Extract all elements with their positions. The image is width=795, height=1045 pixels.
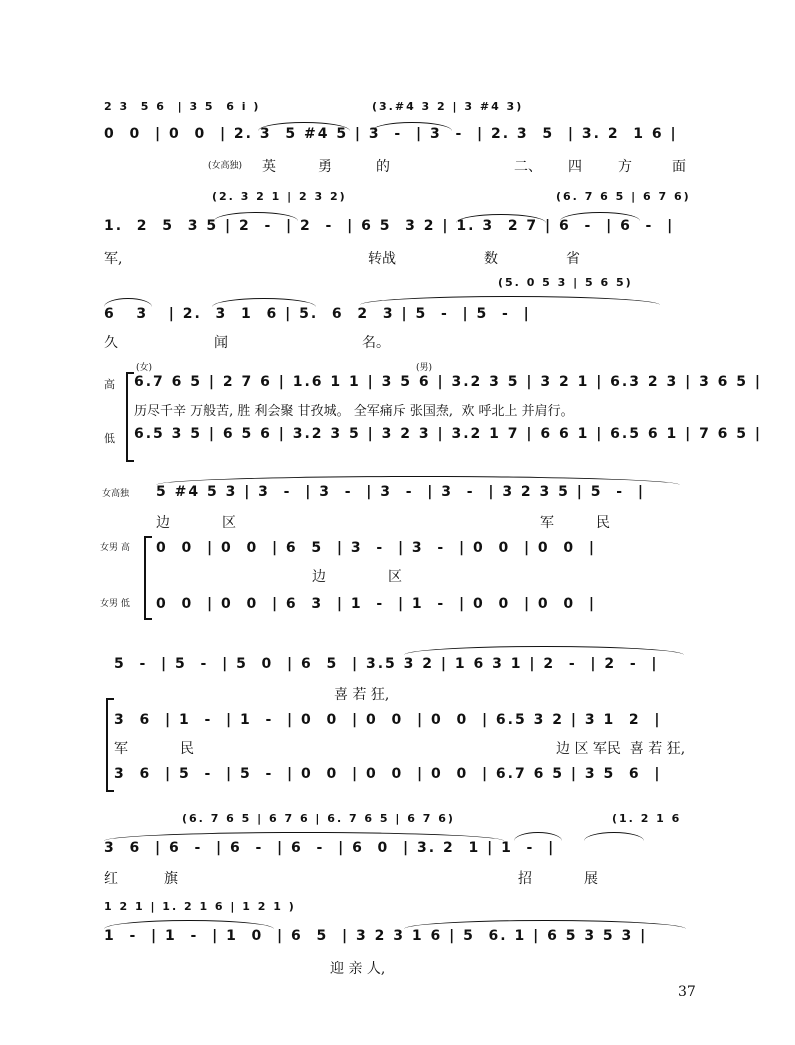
lyric: 区 <box>222 515 236 531</box>
lyric: 招 <box>518 871 532 887</box>
melody-notes: 1 - | 1 - | 1 0 | 6 5 | 3 2 3 1 6 | 5 6. 1 | 6 5 3 5 3 | <box>104 928 648 944</box>
lyric: 军, <box>104 251 123 267</box>
slur <box>104 298 152 307</box>
page-number: 37 <box>678 984 696 1000</box>
lyric: 边 <box>312 569 326 585</box>
lyric: 民 <box>180 741 194 757</box>
solo-notes: 5 #4 5 3 | 3 - | 3 - | 3 - | 3 - | 3 2 3 5 | 5 - | <box>156 484 645 500</box>
female-mark: (女) <box>136 363 153 373</box>
slur <box>404 646 684 655</box>
lyrics-line: 历尽千辛 万般苦, 胜 利会聚 甘孜城。 全军痛斥 张国焘, 欢 呼北上 并肩行。 <box>134 404 574 419</box>
bracket-notes: (2. 3 2 1 | 2 3 2) <box>212 190 347 203</box>
lyric: 的 <box>376 159 390 175</box>
lyric: 转战 <box>368 251 396 267</box>
tie <box>584 832 644 841</box>
lyric: 久 <box>104 335 118 351</box>
melody-notes: 1. 2 5 3 5 | 2 - | 2 - | 6 5 3 2 | 1. 3 2 7 | 6 - | 6 - | <box>104 218 675 234</box>
tie <box>560 212 640 221</box>
tie <box>372 122 452 131</box>
melody-notes: 3 6 | 6 - | 6 - | 6 - | 6 0 | 3. 2 1 | 1 - | <box>104 840 556 856</box>
high-notes: 6.7 6 5 | 2 7 6 | 1.6 1 1 | 3 5 6 | 3.2 3 5 | 3 2 1 | 6.3 2 3 | 3 6 5 | <box>134 374 763 390</box>
lyric: 民 <box>596 515 610 531</box>
tie <box>214 212 298 221</box>
lyric: 英 <box>262 159 276 175</box>
mid-notes: 0 0 | 0 0 | 6 5 | 3 - | 3 - | 0 0 | 0 0 | <box>156 540 597 556</box>
top-notes: 5 - | 5 - | 5 0 | 6 5 | 3.5 3 2 | 1 6 3 1 | 2 - | 2 - | <box>114 656 659 672</box>
lyric: 勇 <box>318 159 332 175</box>
bracket-notes: (6. 7 6 5 | 6 7 6) <box>556 190 691 203</box>
label-solo: 女高独 <box>102 489 130 499</box>
lyric: 军 <box>114 741 128 757</box>
slur <box>258 122 350 131</box>
lyrics-line: 迎 亲 人, <box>330 961 386 977</box>
lyrics-line: 边 区 军民 喜 若 狂, <box>556 741 686 757</box>
lyric: 闻 <box>214 335 228 351</box>
melody-notes: 6 3 | 2. 3 1 6 | 5. 6 2 3 | 5 - | 5 - | <box>104 306 531 322</box>
lyric: 数 <box>484 251 498 267</box>
label-low: 低 <box>104 432 115 445</box>
label-high: 高 <box>104 378 115 391</box>
low-notes: 6.5 3 5 | 6 5 6 | 3.2 3 5 | 3 2 3 | 3.2 1 7 | 6 6 1 | 6.5 6 1 | 7 6 5 | <box>134 426 763 442</box>
voice-brace <box>126 372 134 462</box>
prelude-notes: 2 3 5 6 | 3 5 6 i ) <box>104 100 261 113</box>
mid-notes: 3 6 | 1 - | 1 - | 0 0 | 0 0 | 0 0 | 6.5 3 2 | 3 1 2 | <box>114 712 662 728</box>
label-mid: 女男 高 <box>100 543 130 553</box>
voice-brace <box>144 536 152 620</box>
slur <box>212 298 316 307</box>
bracket-notes: (5. 0 5 3 | 5 6 5) <box>498 276 633 289</box>
lyric: 展 <box>584 871 598 887</box>
lyric: 名。 <box>362 335 390 351</box>
slur <box>360 296 660 305</box>
lyric: 面 <box>672 159 686 175</box>
voice-label: (女高独) <box>208 161 243 171</box>
bracket-notes: (3.#4 3 2 | 3 #4 3) <box>372 100 524 113</box>
slur <box>456 214 546 223</box>
lyric: 红 <box>104 871 118 887</box>
lyric: 军 <box>540 515 554 531</box>
voice-brace <box>106 698 114 792</box>
male-mark: (男) <box>416 363 433 373</box>
bracket-notes: (6. 7 6 5 | 6 7 6 | 6. 7 6 5 | 6 7 6) <box>182 812 455 825</box>
bracket-notes: (1. 2 1 6 <box>612 812 682 825</box>
lyric: 旗 <box>164 871 178 887</box>
melody-notes: 0 0 | 0 0 | 2. 3 5 #4 5 | 3 - | 3 - | 2. 3 5 | 3. 2 1 6 | <box>104 126 678 142</box>
low-notes: 3 6 | 5 - | 5 - | 0 0 | 0 0 | 0 0 | 6.7 6 5 | 3 5 6 | <box>114 766 662 782</box>
lyric: 方 <box>618 159 632 175</box>
low-notes: 0 0 | 0 0 | 6 3 | 1 - | 1 - | 0 0 | 0 0 | <box>156 596 597 612</box>
lyrics-line: 喜 若 狂, <box>334 687 390 703</box>
lyric: 省 <box>566 251 580 267</box>
lyric: 四 <box>568 159 582 175</box>
lyric: 二、 <box>514 159 542 175</box>
prelude-notes: 1 2 1 | 1. 2 1 6 | 1 2 1 ) <box>104 900 296 913</box>
lyric: 区 <box>388 569 402 585</box>
lyric: 边 <box>156 515 170 531</box>
label-low: 女男 低 <box>100 599 130 609</box>
